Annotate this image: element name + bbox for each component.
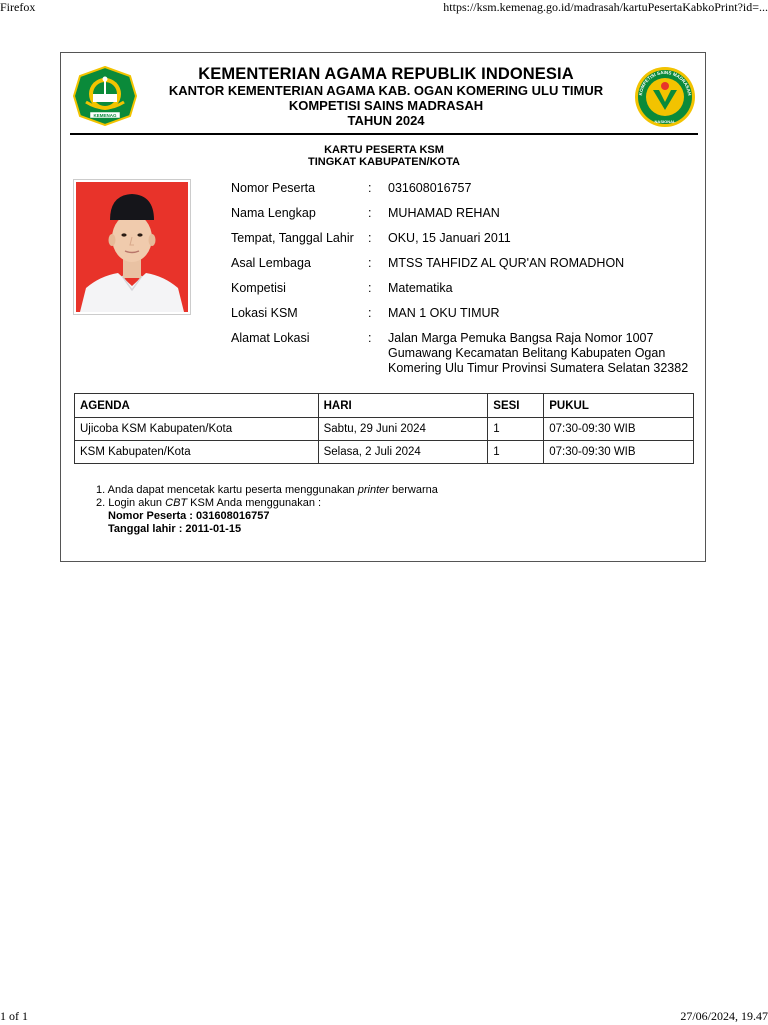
instruction-1: 1. Anda dapat mencetak kartu peserta menggunakan printer berwarna: [96, 484, 438, 496]
competition-title: KOMPETISI SAINS MADRASAH: [288, 98, 484, 113]
detail-label: Kompetisi: [231, 281, 286, 295]
kemenag-logo: [72, 66, 138, 126]
cell-sesi: 1: [488, 418, 544, 441]
detail-colon: :: [368, 331, 372, 345]
column-header-sesi: SESI: [488, 394, 544, 418]
detail-label: Lokasi KSM: [231, 306, 298, 320]
cell-hari: Sabtu, 29 Juni 2024: [318, 418, 488, 441]
year-title: TAHUN 2024: [347, 113, 425, 128]
ksm-bottom-text: NASIONAL: [654, 119, 676, 124]
detail-value: [388, 331, 701, 376]
detail-colon: :: [368, 231, 372, 245]
cell-pukul: 07:30-09:30 WIB: [544, 441, 694, 464]
detail-colon: :: [368, 306, 372, 320]
detail-colon: :: [368, 281, 372, 295]
table-row: [75, 418, 694, 441]
card-title-line1: KARTU PESERTA KSM: [324, 144, 444, 156]
detail-label: Nomor Peserta: [231, 181, 316, 195]
cell-sesi: 1: [488, 441, 544, 464]
detail-row-nama-lengkap: [231, 206, 701, 221]
card-title: [61, 144, 707, 168]
page-url: https://ksm.kemenag.go.id/madrasah/kartuPesertaKabkoPrint?id=...: [443, 0, 768, 14]
column-header-agenda: AGENDA: [75, 394, 319, 418]
column-header-pukul: PUKUL: [544, 394, 694, 418]
address-line: Jalan Marga Pemuka Bangsa Raja Nomor 1007: [388, 331, 654, 345]
detail-row-kompetisi: [231, 281, 701, 296]
detail-label: Alamat Lokasi: [231, 331, 310, 345]
print-header: [0, 0, 768, 16]
detail-colon: :: [368, 181, 372, 195]
participant-card: [60, 52, 706, 562]
detail-colon: :: [368, 206, 372, 220]
login-password: Tanggal lahir : 2011-01-15: [108, 523, 242, 535]
detail-row-alamat-lokasi: [231, 331, 701, 376]
address-line: Gumawang Kecamatan Belitang Kabupaten Ogan: [388, 346, 666, 360]
card-title-line2: TINGKAT KABUPATEN/KOTA: [308, 156, 460, 168]
instruction-2: 2. Login akun CBT KSM Anda menggunakan :: [96, 497, 322, 509]
cell-hari: Selasa, 2 Juli 2024: [318, 441, 488, 464]
cell-agenda: KSM Kabupaten/Kota: [75, 441, 319, 464]
detail-value: Matematika: [388, 281, 453, 295]
detail-value: MAN 1 OKU TIMUR: [388, 306, 500, 320]
detail-value: 031608016757: [388, 181, 472, 195]
detail-value: MUHAMAD REHAN: [388, 206, 500, 220]
detail-row-asal-lembaga: [231, 256, 701, 271]
print-footer: [0, 1009, 768, 1025]
office-title: KANTOR KEMENTERIAN AGAMA KAB. OGAN KOMERING ULU TIMUR: [168, 83, 604, 98]
kemenag-badge-text: KEMENAG: [93, 113, 117, 118]
detail-colon: :: [368, 256, 372, 270]
print-timestamp: 27/06/2024, 19.47: [680, 1009, 768, 1023]
cell-pukul: 07:30-09:30 WIB: [544, 418, 694, 441]
participant-photo: [73, 179, 191, 315]
detail-label: Nama Lengkap: [231, 206, 316, 220]
address-line: Komering Ulu Timur Provinsi Sumatera Selatan 32382: [388, 361, 689, 375]
cell-agenda: Ujicoba KSM Kabupaten/Kota: [75, 418, 319, 441]
login-id: Nomor Peserta : 031608016757: [108, 510, 270, 522]
ksm-ring-text: KOMPETISI SAINS MADRASAH: [638, 69, 692, 96]
detail-row-tempat-tanggal-lahir: [231, 231, 701, 246]
detail-value: OKU, 15 Januari 2011: [388, 231, 511, 245]
detail-value: MTSS TAHFIDZ AL QUR'AN ROMADHON: [388, 256, 625, 270]
ksm-logo: [633, 66, 697, 128]
detail-row-lokasi-ksm: [231, 306, 701, 321]
schedule-table: [74, 393, 694, 464]
detail-label: Tempat, Tanggal Lahir: [231, 231, 354, 245]
instructions: [96, 484, 438, 536]
header-divider: [70, 133, 698, 135]
column-header-hari: HARI: [318, 394, 488, 418]
participant-details: [231, 181, 701, 386]
detail-label: Asal Lembaga: [231, 256, 311, 270]
browser-name: Firefox: [0, 0, 36, 14]
table-header-row: [75, 394, 694, 418]
page-count: 1 of 1: [0, 1009, 28, 1023]
table-row: [75, 441, 694, 464]
ministry-title: KEMENTERIAN AGAMA REPUBLIK INDONESIA: [198, 65, 574, 83]
detail-row-nomor-peserta: [231, 181, 701, 196]
letterhead: [141, 65, 631, 128]
